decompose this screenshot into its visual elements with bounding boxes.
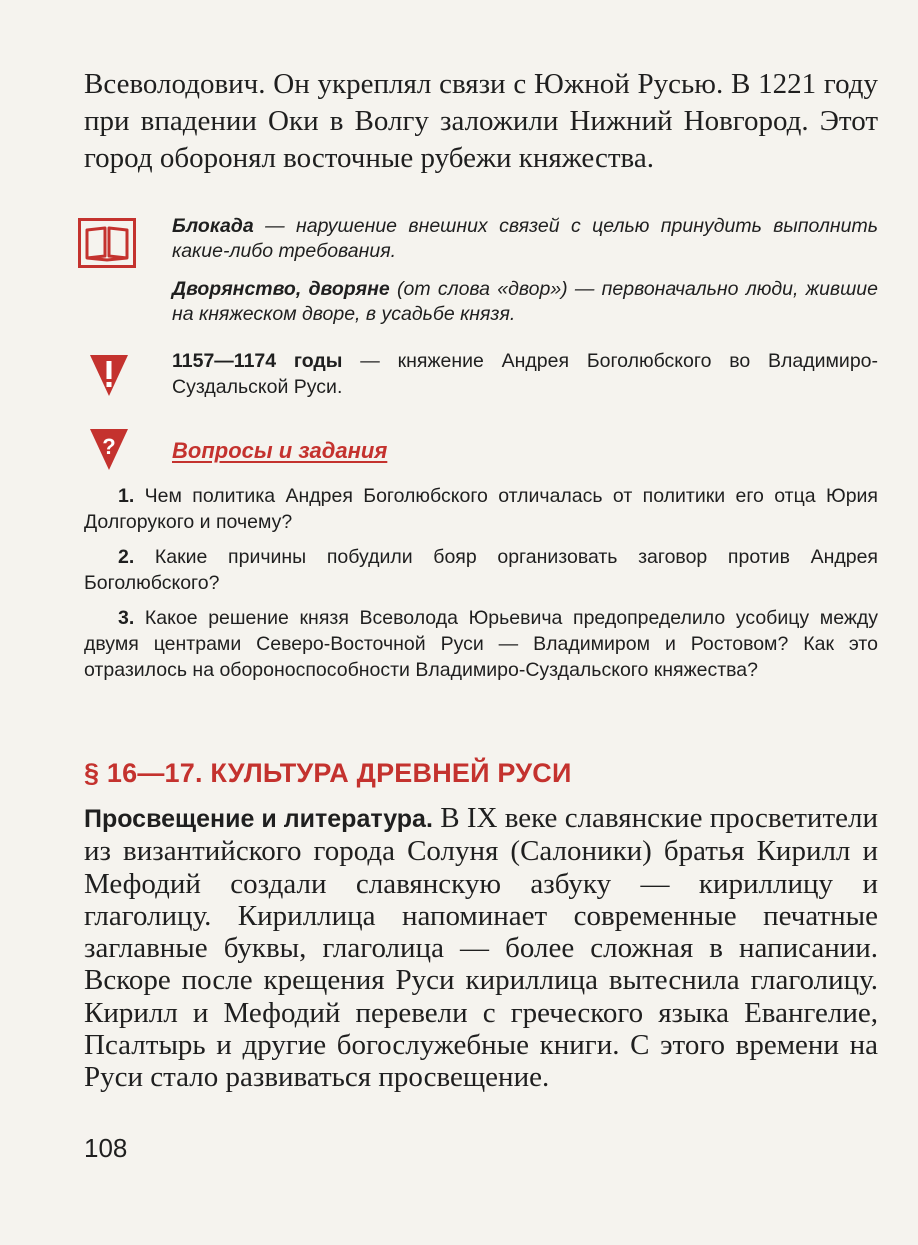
question-text: Чем политика Андрея Боголюбского отличалась от политики его отца Юрия Долгорукого и почему?	[84, 485, 878, 533]
question-number: 2.	[118, 546, 135, 568]
question-item	[84, 605, 878, 683]
svg-text:?: ?	[102, 434, 116, 459]
definition-text: — нарушение внешних связей с целью принудить выполнить какие-либо требования.	[172, 215, 878, 262]
key-date-text: — княжение Андрея Боголюбского во Владимиро-Суздальской Руси.	[172, 350, 879, 398]
question-text: Какое решение князя Всеволода Юрьевича предопределило усобицу между двумя центрами Северо-Восточной Руси — Владимиром и Ростовом? Как это отразилось на обороноспособности Владимиро-Суздальского княжества?	[84, 607, 878, 681]
definition-blokada	[172, 214, 878, 264]
book-icon	[78, 218, 138, 273]
definition-term: Блокада	[172, 215, 254, 237]
definition-term: Дворянство, дворяне	[172, 278, 390, 300]
definition-dvoryanstvo	[172, 277, 878, 327]
paragraph-text: В IX веке славянские просветители из византийского города Солуня (Салоники) братья Кирилл и Мефодий создали славянскую азбуку — кириллицу и глаголицу. Кириллица напоминает современные печатные заглавные буквы, глаголица — более сложная в написании. Вскоре после крещения Руси кириллица вытеснила глаголицу. Кирилл и Мефодий перевели с греческого языка Евангелие, Псалтырь и другие богослужебные книги. С этого времени на Руси стало развиваться просвещение.	[84, 802, 878, 1094]
questions-title: Вопросы и задания	[172, 438, 388, 463]
page-number: 108	[84, 1133, 128, 1163]
key-date	[172, 348, 878, 400]
definitions-block	[172, 214, 878, 340]
paragraph-lead: Просвещение и литература.	[84, 805, 433, 833]
main-paragraph	[84, 802, 878, 1094]
question-item	[84, 483, 878, 535]
questions-list	[84, 483, 878, 692]
key-date-years: 1157—1174 годы	[172, 350, 343, 372]
exclamation-icon	[88, 352, 148, 403]
section-heading: § 16—17. КУЛЬТУРА ДРЕВНЕЙ РУСИ	[84, 758, 572, 788]
question-text: Какие причины побудили бояр организовать заговор против Андрея Боголюбского?	[84, 546, 878, 594]
question-number: 3.	[118, 607, 135, 629]
definition-text: (от слова «двор») — первоначально люди, жившие на княжеском дворе, в усадьбе князя.	[172, 278, 878, 325]
question-icon	[88, 426, 148, 477]
top-paragraph: Всеволодович. Он укреплял связи с Южной Русью. В 1221 году при впадении Оки в Волгу заложили Нижний Новгород. Этот город оборонял восточные рубежи княжества.	[84, 68, 878, 174]
question-item	[84, 544, 878, 596]
question-number: 1.	[118, 485, 135, 507]
